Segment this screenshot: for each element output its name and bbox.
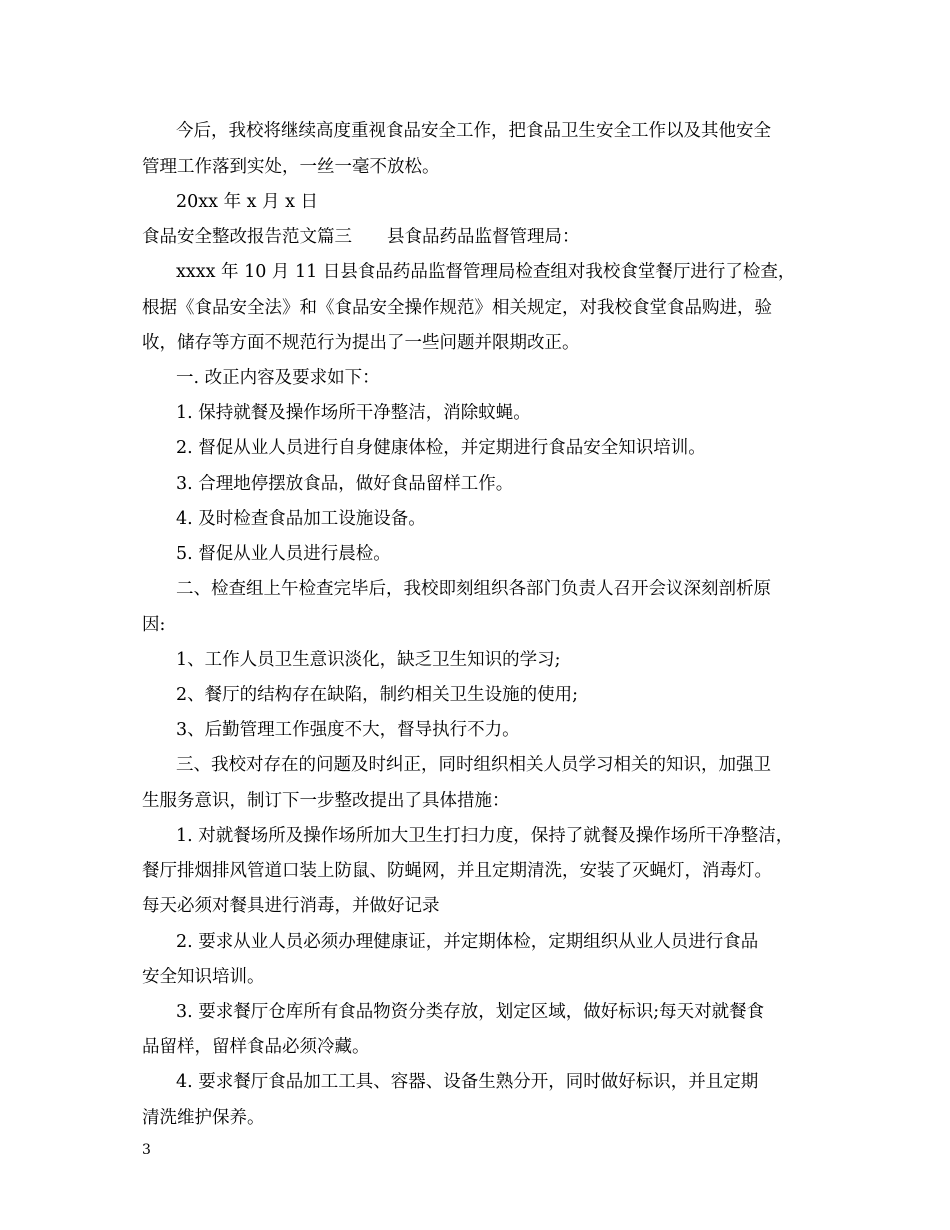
text-line: 3. 合理地停摆放食品，做好食品留样工作。 (176, 474, 514, 494)
page-number: 3 (142, 1142, 151, 1158)
text-line: 二、检查组上午检查完毕后，我校即刻组织各部门负责人召开会议深刻剖析原 (176, 579, 771, 599)
text-line: 2、餐厅的结构存在缺陷，制约相关卫生设施的使用; (176, 685, 579, 705)
text-line: 4. 及时检查食品加工设施设备。 (176, 509, 426, 529)
text-line: 管理工作落到实处，一丝一毫不放松。 (142, 157, 440, 177)
text-line: 1. 对就餐场所及操作场所加大卫生打扫力度，保持了就餐及操作场所干净整洁， (176, 826, 794, 846)
text-line: 每天必须对餐具进行消毒，并做好记录 (142, 896, 440, 916)
text-line: 品留样，留样食品必须冷藏。 (142, 1037, 370, 1057)
text-line: 食品安全整改报告范文篇三 县食品药品监督管理局： (142, 227, 580, 247)
text-line: 安全知识培训。 (142, 967, 265, 987)
text-line: 1. 保持就餐及操作场所干净整洁，消除蚊蝇。 (176, 403, 531, 423)
text-line: 20xx 年 x 月 x 日 (176, 192, 319, 212)
text-line: xxxx 年 10 月 11 日县食品药品监督管理局检查组对我校食堂餐厅进行了检查， (176, 262, 796, 282)
text-line: 根据《食品安全法》和《食品安全操作规范》相关规定，对我校食堂食品购进，验 (142, 298, 772, 318)
text-line: 3、后勤管理工作强度不大，督导执行不力。 (176, 720, 520, 740)
text-line: 收，储存等方面不规范行为提出了一些问题并限期改正。 (142, 333, 580, 353)
text-line: 5. 督促从业人员进行晨检。 (176, 544, 391, 564)
text-line: 今后，我校将继续高度重视食品安全工作，把食品卫生安全工作以及其他安全 (176, 121, 771, 141)
text-line: 餐厅排烟排风管道口装上防鼠、防蝇网，并且定期清洗，安装了灭蝇灯，消毒灯。 (142, 861, 772, 881)
text-line: 因: (142, 615, 166, 635)
text-line: 3. 要求餐厅仓库所有食品物资分类存放，划定区域，做好标识;每天对就餐食 (176, 1002, 765, 1022)
text-line: 一. 改正内容及要求如下： (176, 368, 380, 388)
text-line: 清洗维护保养。 (142, 1108, 265, 1128)
text-line: 1、工作人员卫生意识淡化，缺乏卫生知识的学习; (176, 650, 561, 670)
text-line: 2. 要求从业人员必须办理健康证，并定期体检，定期组织从业人员进行食品 (176, 932, 759, 952)
text-line: 生服务意识，制订下一步整改提出了具体措施： (142, 791, 510, 811)
text-line: 三、我校对存在的问题及时纠正，同时组织相关人员学习相关的知识，加强卫 (176, 755, 771, 775)
text-line: 2. 督促从业人员进行自身健康体检，并定期进行食品安全知识培训。 (176, 438, 706, 458)
text-line: 4. 要求餐厅食品加工工具、容器、设备生熟分开，同时做好标识，并且定期 (176, 1072, 759, 1092)
